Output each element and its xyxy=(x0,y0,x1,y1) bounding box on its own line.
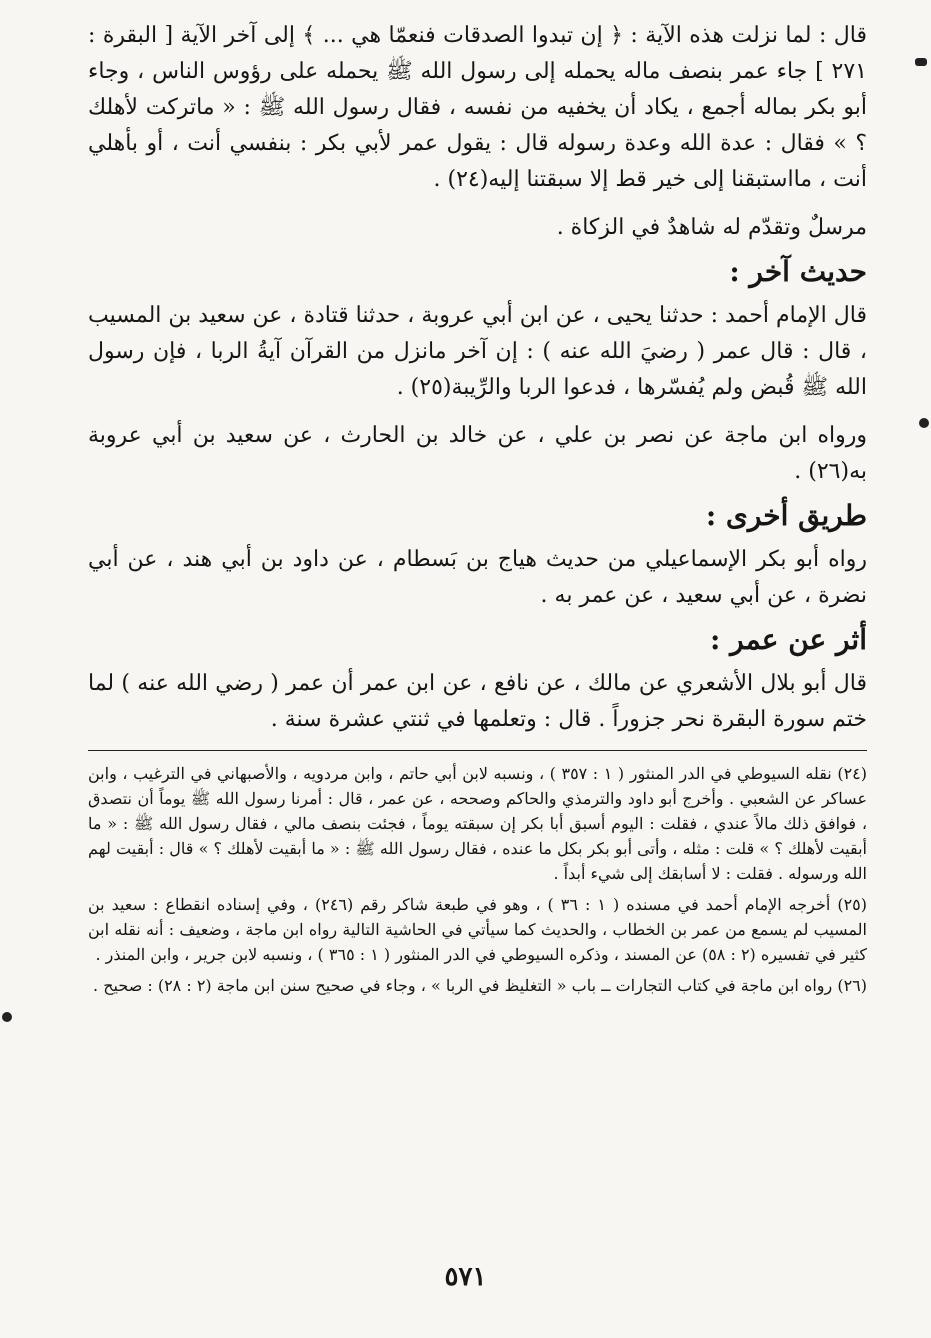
footnote: (٢٥) أخرجه الإمام أحمد في مسنده ( ١ : ٣٦ ) ، وهو في طبعة شاكر رقم (٢٤٦) ، وفي إسناده انقطاع : سعيد بن المسيب لم يسمع من عمر بن الخطاب ، والحديث كما سيأتي في الحاشية التالية رواه ابن ماجة ، وضعيف : أنه نقله ابن كثير في تفسيره (٢ : ٥٨) عن المسند ، وذكره السيوطي في الدر المنثور ( ١ : ٣٦٥ ) ، ونسبه لابن جرير ، وابن المنذر . xyxy=(88,895,867,964)
section-heading: أثر عن عمر : xyxy=(710,623,867,656)
body-paragraph: ورواه ابن ماجة عن نصر بن علي ، عن خالد بن الحارث ، عن سعيد بن أبي عروبة به(٢٦) . xyxy=(88,423,867,484)
body-paragraph: قال الإمام أحمد : حدثنا يحيى ، عن ابن أبي عروبة ، حدثنا قتادة ، عن سعيد بن المسيب ، قال : قال عمر ( رضيَ الله عنه ) : إن آخر مانزل من القرآن آيةُ الربا ، فإن رسول الله ﷺ قُبض ولم يُفسّرها ، فدعوا الربا والرِّيبة(٢٥) . xyxy=(88,303,867,400)
body-paragraph: مرسلٌ وتقدّم له شاهدٌ في الزكاة . xyxy=(556,215,867,240)
body-paragraph: قال أبو بلال الأشعري عن مالك ، عن نافع ، عن ابن عمر أن عمر ( رضي الله عنه ) لما ختم سورة البقرة نحر جزوراً . قال : وتعلمها في ثنتي عشرة سنة . xyxy=(88,671,867,732)
body-paragraph: قال : لما نزلت هذه الآية : ﴿ إن تبدوا الصدقات فنعمّا هي ... ﴾ إلى آخر الآية [ البقرة : ٢٧١ ] جاء عمر بنصف ماله يحمله إلى رسول الله ﷺ يحمله على رؤوس الناس ، وجاء أبو بكر بماله أجمع ، يكاد أن يخفيه من نفسه ، فقال رسول الله ﷺ : « ماتركت لأهلك ؟ » فقال : عدة الله وعدة رسوله قال : يقول عمر لأبي بكر : بنفسي أنت ، أو بأهلي أنت ، مااستبقنا إلى خير قط إلا سبقتنا إليه(٢٤) . xyxy=(88,23,867,192)
page-content xyxy=(88,18,867,1308)
footnote: (٢٤) نقله السيوطي في الدر المنثور ( ١ : ٣٥٧ ) ، ونسبه لابن أبي حاتم ، وابن مردويه ، والأصبهاني في الترغيب ، وابن عساكر عن الشعبي . وأخرج أبو داود والترمذي والحاكم وصححه ، عن عمر ، قال : أمرنا رسول الله ﷺ يوماً أن نتصدق ، فوافق ذلك مالاً عندي ، فقلت : اليوم أسبق أبا بكر إن سبقته يوماً ، فجئت بنصف مالي ، فقال رسول الله ﷺ : « ما أبقيت لأهلك ؟ » قلت : مثله ، وأتى أبو بكر بكل ما عنده ، فقال رسول الله ﷺ : « ما أبقيت لأهلك ؟ » قال : أبقيت لهم الله ورسوله . فقلت : لا أسابقك إلى شيء أبداً . xyxy=(88,764,868,883)
scan-mark xyxy=(919,418,929,428)
scan-mark xyxy=(2,1012,12,1022)
footnote: (٢٦) رواه ابن ماجة في كتاب التجارات ــ باب « التغليظ في الربا » ، وجاء في صحيح سنن ابن ماجة (٢ : ٢٨) : صحيح . xyxy=(93,976,867,995)
page-number: ٥٧١ xyxy=(444,1262,487,1292)
body-paragraph: رواه أبو بكر الإسماعيلي من حديث هياج بن بَسطام ، عن داود بن أبي هند ، عن أبي نضرة ، عن أبي سعيد ، عن عمر به . xyxy=(88,547,867,608)
scan-mark xyxy=(915,58,927,66)
section-heading: طريق أخرى : xyxy=(705,499,867,532)
footnote-divider xyxy=(88,750,867,751)
main-text xyxy=(88,18,867,738)
footnotes xyxy=(88,761,867,998)
section-heading: حديث آخر : xyxy=(729,255,867,288)
